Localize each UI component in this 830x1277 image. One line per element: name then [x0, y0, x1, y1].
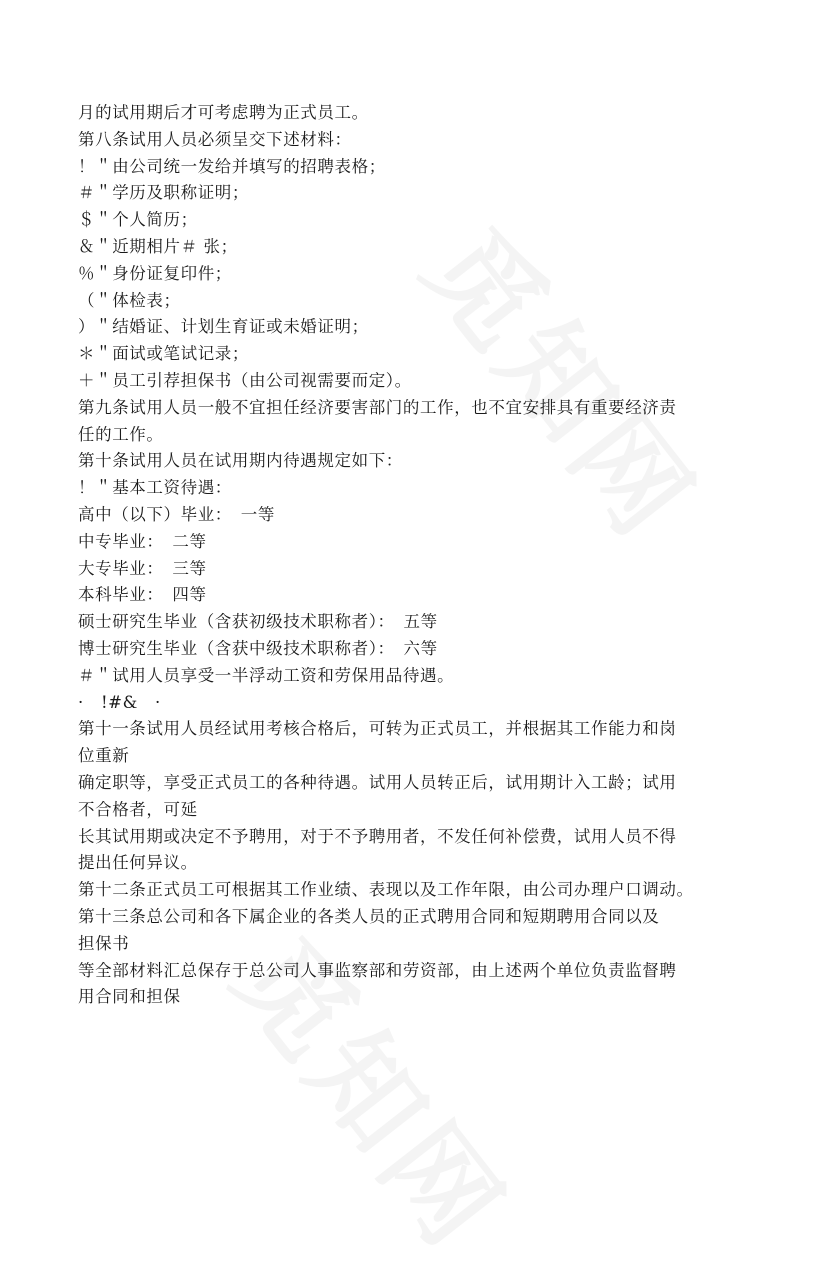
- article-9-text: 任的工作。: [78, 424, 164, 444]
- article-13-text: 第十三条总公司和各下属企业的各类人员的正式聘用合同和短期聘用合同以及: [78, 906, 660, 926]
- article-13-text: 等全部材料汇总保存于总公司人事监察部和劳资部，由上述两个单位负责监督聘: [78, 960, 677, 980]
- list-item: （＂体检表；: [78, 290, 181, 310]
- grade-row: 博士研究生毕业（含获中级技术职称者）： 六等: [78, 638, 438, 658]
- article-11-text: 确定职等，享受正式员工的各种待遇。试用人员转正后，试用期计入工龄；试用: [78, 772, 677, 792]
- grade-row: 中专毕业： 二等: [78, 531, 207, 551]
- grade-row: 高中（以下）毕业： 一等: [78, 504, 275, 524]
- list-item: ）＂结婚证、计划生育证或未婚证明；: [78, 317, 369, 337]
- grade-row: 硕士研究生毕业（含获初级技术职称者）： 五等: [78, 612, 438, 632]
- text-line: 月的试用期后才可考虑聘为正式员工。: [78, 103, 369, 122]
- grade-row: 本科毕业： 四等: [78, 585, 207, 605]
- list-item: ＃＂学历及职称证明；: [78, 183, 249, 203]
- article-11-text: 位重新: [78, 746, 130, 766]
- article-10-heading: 第十条试用人员在试用期内待遇规定如下：: [78, 451, 403, 471]
- page-marker: · !#& ·: [78, 692, 161, 712]
- list-item: ！＂由公司统一发给并填写的招聘表格；: [78, 156, 386, 176]
- article-11-text: 提出任何异议。: [78, 853, 198, 873]
- list-item: ＃＂试用人员享受一半浮动工资和劳保用品待遇。: [78, 665, 455, 685]
- article-13-text: 担保书: [78, 933, 130, 953]
- grade-row: 大专毕业： 三等: [78, 558, 207, 578]
- list-item: ＄＂个人简历；: [78, 210, 198, 230]
- article-9-text: 第九条试用人员一般不宜担任经济要害部门的工作，也不宜安排具有重要经济责: [78, 397, 677, 417]
- document-body: [78, 100, 758, 1011]
- article-8-heading: 第八条试用人员必须呈交下述材料：: [78, 129, 352, 149]
- list-item: ＆＂近期相片＃ 张；: [78, 236, 238, 256]
- article-13-text: 用合同和担保: [78, 987, 181, 1007]
- list-item: ％＂身份证复印件；: [78, 263, 232, 283]
- article-11-text: 不合格者，可延: [78, 799, 198, 819]
- list-item: ！＂基本工资待遇：: [78, 478, 232, 498]
- article-12-text: 第十二条正式员工可根据其工作业绩、表现以及工作年限，由公司办理户口调动。: [78, 880, 694, 900]
- article-11-text: 第十一条试用人员经试用考核合格后，可转为正式员工，并根据其工作能力和岗: [78, 719, 677, 739]
- list-item: ＋＂员工引荐担保书（由公司视需要而定）。: [78, 370, 412, 390]
- article-11-text: 长其试用期或决定不予聘用，对于不予聘用者，不发任何补偿费，试用人员不得: [78, 826, 677, 846]
- list-item: ＊＂面试或笔试记录；: [78, 344, 249, 364]
